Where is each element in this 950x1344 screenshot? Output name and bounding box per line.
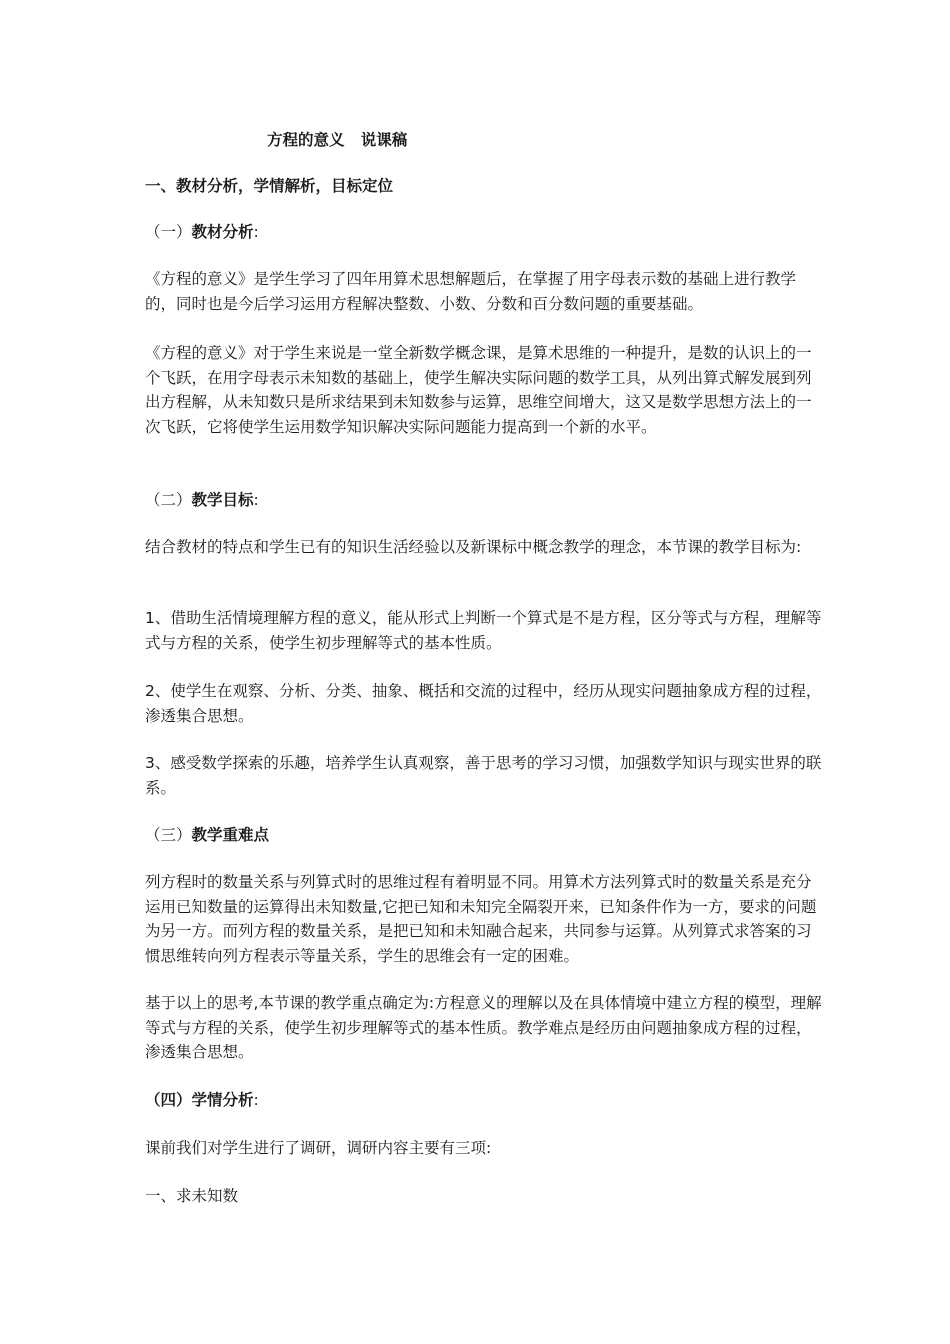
subheading-number: （三） — [145, 826, 192, 844]
subheading-colon: : — [253, 1091, 259, 1109]
goal-item-3: 3、感受数学探索的乐趣，培养学生认真观察，善于思考的学习习惯，加强数学知识与现实世界的联系。 — [145, 754, 822, 797]
paragraph-survey: 课前我们对学生进行了调研，调研内容主要有三项: — [145, 1139, 492, 1157]
subheading-colon: : — [253, 223, 259, 241]
subheading-label: 教学目标 — [191, 491, 254, 509]
paragraph-difficulties: 列方程时的数量关系与列算式时的思维过程有着明显不同。用算术方法列算式时的数量关系是充分运用已知数量的运算得出未知数量,它把已知和未知完全隔裂开来，已知条件作为一方，要求的问题为另一方。而列方程的数量关系，是把已知和未知融合起来，共同参与运算。从列算式求答案的习惯思维转向列方程表示等量关系，学生的思维会有一定的困难。 — [145, 873, 817, 965]
subheading-textbook-analysis — [145, 220, 825, 245]
paragraph-concept: 《方程的意义》对于学生来说是一堂全新数学概念课，是算术思维的一种提升，是数的认识上的一个飞跃，在用字母表示未知数的基础上，使学生解决实际问题的数学工具，从列出算式解发展到列出方程解，从未知数只是所求结果到未知数参与运算，思维空间增大，这又是数学思想方法上的一次飞跃，它将使学生运用数学知识解决实际问题能力提高到一个新的水平。 — [145, 344, 812, 436]
subheading-colon: : — [253, 491, 259, 509]
paragraph-goals-intro: 结合教材的特点和学生已有的知识生活经验以及新课标中概念教学的理念，本节课的教学目标为: — [145, 538, 802, 556]
subheading-number: （一） — [145, 223, 192, 241]
paragraph-key-points: 基于以上的思考,本节课的教学重点确定为:方程意义的理解以及在具体情境中建立方程的模型，理解等式与方程的关系，使学生初步理解等式的基本性质。教学难点是经历由问题抽象成方程的过程，渗透集合思想。 — [145, 994, 822, 1061]
goal-item-2: 2、使学生在观察、分析、分类、抽象、概括和交流的过程中，经历从现实问题抽象成方程的过程，渗透集合思想。 — [145, 682, 822, 725]
subheading-key-difficulties — [145, 823, 825, 848]
paragraph-intro: 《方程的意义》是学生学习了四年用算术思想解题后，在掌握了用字母表示数的基础上进行教学的，同时也是今后学习运用方程解决整数、小数、分数和百分数问题的重要基础。 — [145, 270, 797, 313]
subheading-student-analysis — [145, 1088, 825, 1113]
subheading-teaching-goals — [145, 488, 825, 513]
document-title: 方程的意义 说课稿 — [267, 131, 408, 149]
subheading-number: （四） — [145, 1091, 192, 1109]
goal-item-1: 1、借助生活情境理解方程的意义，能从形式上判断一个算式是不是方程，区分等式与方程，理解等式与方程的关系，使学生初步理解等式的基本性质。 — [145, 609, 822, 652]
subheading-number: （二） — [145, 491, 192, 509]
subheading-label: 教学重难点 — [191, 826, 270, 844]
subheading-label: 学情分析 — [191, 1091, 254, 1109]
section-heading-1: 一、教材分析，学情解析，目标定位 — [145, 177, 394, 195]
survey-item-1: 一、求未知数 — [145, 1187, 239, 1205]
subheading-label: 教材分析 — [191, 223, 254, 241]
